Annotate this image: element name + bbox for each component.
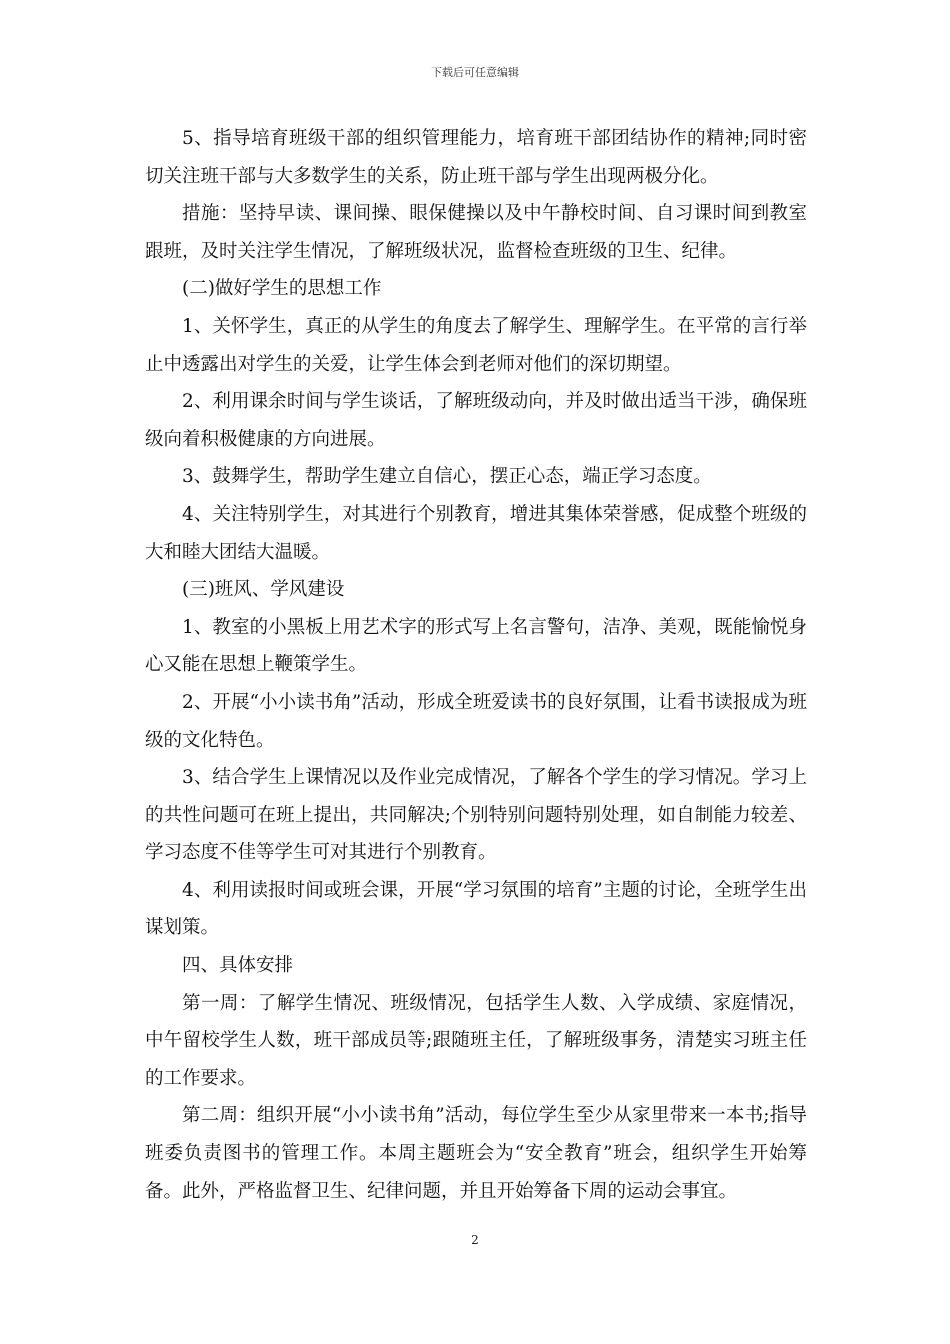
- paragraph-week-one: 第一周：了解学生情况、班级情况，包括学生人数、入学成绩、家庭情况，中午留校学生人数，班干部成员等;跟随班主任，了解班级事务，清楚实习班主任的工作要求。: [145, 992, 807, 1089]
- paragraph-class-cadre-training: 5、指导培育班级干部的组织管理能力，培育班干部团结协作的精神;同时密切关注班干部与大多数学生的关系，防止班干部与学生出现两极分化。: [145, 128, 807, 187]
- paragraph-reading-corner: 2、开展“小小读书角”活动，形成全班爱读书的良好氛围，让看书读报成为班级的文化特色。: [145, 691, 807, 751]
- section-heading-schedule: 四、具体安排: [182, 955, 294, 977]
- paragraph-talk-with-students: 2、利用课余时间与学生谈话，了解班级动向，并及时做出适当干涉，确保班级向着积极健康的方向进展。: [145, 391, 807, 450]
- section-heading-class-style: (三)班风、学风建设: [182, 579, 345, 601]
- page-number: 2: [471, 1233, 479, 1247]
- paragraph-week-two: 第二周：组织开展“小小读书角”活动，每位学生至少从家里带来一本书;指导班委负责图书的管理工作。本周主题班会为“安全教育”班会，组织学生开始筹备。此外，严格监督卫生、纪律问题，并且开始筹备下周的运动会事宜。: [145, 1105, 807, 1202]
- paragraph-learning-situation: 3、结合学生上课情况以及作业完成情况，了解各个学生的学习情况。学习上的共性问题可在班上提出，共同解决;个别特别问题特别处理，如自制能力较差、学习态度不佳等学生可对其进行个别教育。: [145, 767, 807, 864]
- paragraph-discussion-theme: 4、利用读报时间或班会课，开展“学习氛围的培育”主题的讨论，全班学生出谋划策。: [145, 879, 807, 939]
- paragraph-measures: 措施：坚持早读、课间操、眼保健操以及中午静校时间、自习课时间到教室跟班，及时关注学生情况，了解班级状况，监督检查班级的卫生、纪律。: [145, 203, 807, 262]
- paragraph-special-students: 4、关注特别学生，对其进行个别教育，增进其集体荣誉感，促成整个班级的大和睦大团结大温暖。: [145, 503, 807, 563]
- paragraph-encourage-students: 3、鼓舞学生，帮助学生建立自信心，摆正心态，端正学习态度。: [182, 466, 712, 488]
- section-heading-ideological-work: (二)做好学生的思想工作: [182, 278, 382, 300]
- paragraph-care-for-students: 1、关怀学生，真正的从学生的角度去了解学生、理解学生。在平常的言行举止中透露出对学生的关爱，让学生体会到老师对他们的深切期望。: [145, 315, 807, 375]
- paragraph-blackboard-quotes: 1、教室的小黑板上用艺术字的形式写上名言警句，洁净、美观，既能愉悦身心又能在思想上鞭策学生。: [145, 616, 807, 676]
- document-body: [145, 120, 807, 1210]
- page-header: 下载后可任意编辑: [431, 66, 519, 79]
